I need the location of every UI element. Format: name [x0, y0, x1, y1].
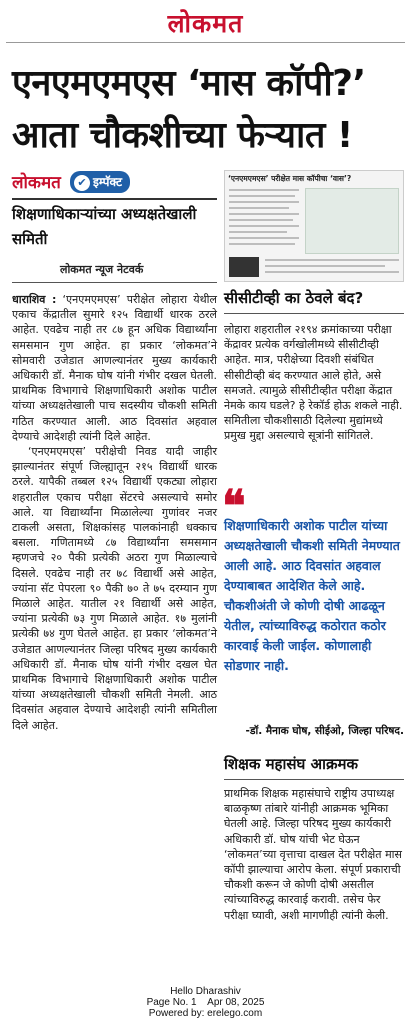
impact-badge [70, 171, 130, 193]
cctv-divider [224, 313, 404, 314]
story-subhead: शिक्षणाधिकाऱ्यांच्या अध्यक्षतेखाली समिती [12, 198, 217, 252]
clipping-number-box [229, 257, 259, 277]
footer-edition: Hello Dharashiv [170, 986, 241, 997]
quote-attribution: -डॉ. मैनाक घोष, सीईओ, जिल्हा परिषद. [245, 725, 404, 737]
clipping-text-line [229, 225, 299, 227]
pull-quote: शिक्षणाधिकारी अशोक पाटील यांच्या अध्यक्षतेखाली चौकशी समिती नेमण्यात आली आहे. आठ दिवसांत अहवाल देण्याबाबत आदेशित केले आहे. चौकशीअंती जे कोणी दोषी आढळून येतील, त्यांच्याविरुद्ध कठोरात कठोर कारवाई केली जाईल. कोणालाही सोडणार नाही. [224, 518, 400, 673]
footer-page-date: Page No. 1 Apr 08, 2025 [146, 997, 265, 1008]
quote-mark-icon: ❝ [222, 481, 246, 532]
clipping-text-line [229, 195, 295, 197]
clipping-text-line [265, 259, 399, 261]
story-paragraph-2: ‘एनएमएमएस’ परीक्षेची निवड यादी जाहीर झाल्यानंतर संपूर्ण जिल्ह्यातून २१५ विद्यार्थी धारक ठरले. यापैकी तब्बल १२५ विद्यार्थी एकट्या लोहारा शहरातील एकाच परीक्षा सेंटरचे असल्याचे समोर आले. या विद्यार्थ्यांना मिळालेल्या गुणांवर नजर टाकली असता, शिक्षकांसह पालकांनाही धक्काच बसला. गणितामध्ये ८७ विद्यार्थ्यांना समसमान म्हणजचे २० पैकी प्रत्येकी अठरा गुण मिळाल्याचे दिसले. एवढेच नाही तर ७८ विद्यार्थी असे आहेत, ज्यांना सॅट पेपरला ९० पैकी ७० ते ७५ दरम्यान गुण मिळाले आहेत. यातील २१ विद्यार्थी असे आहेत, ज्यांना प्रत्येकी ७३ गुण मिळाले आहेत. १७ मुलांनी प्रत्येकी ७४ गुण घेतले आहेत. हा प्रकार ‘लोकमत’ने उजेडात आणल्यानंतर जिल्हा परिषद मुख्य कार्यकारी अधिकारी डॉ. मैनाक घोष यांनी गंभीर दखल घेत प्राथमिक विभागाचे शिक्षणाधिकारी अशोक पाटील यांच्या अध्यक्षतेखाली चौकशी समिती नेमली. आठ दिवसांत अहवाल देण्याचे आदेशही त्यांनी समितीला दिले आहेत. [12, 445, 217, 732]
masthead-divider [6, 42, 405, 43]
story-paragraph-1-text: ‘एनएमएमएस’ परीक्षेत लोहारा येथील एकाच केंद्रातील सुमारे १२५ विद्यार्थी धारक ठरले आहेत. एवढेच नाही तर ८७ हून अधिक विद्यार्थ्यांना समसमान गुण आहेत. हा प्रकार ‘लोकमत’ने सोमवारी उजेडात आणल्यानंतर मुख्य कार्यकारी अधिकारी डॉ. मैनाक घोष यांनी गंभीर दखल घेतली. प्राथमिक विभागाचे शिक्षणाधिकारी अशोक पाटील यांच्या अध्यक्षतेखाली पाच सदस्यीय चौकशी समिती गठित करण्यात आली. आठ दिवसांत अहवाल देण्याचे आदेशही त्यांनी दिले आहेत. [12, 293, 217, 443]
union-heading: शिक्षक महासंघ आक्रमक [224, 755, 358, 773]
clipping-chart-image [305, 188, 399, 254]
clipping-text-line [229, 237, 299, 239]
check-icon: ✔ [74, 175, 90, 191]
clipping-title: ‘एनएमएमएस’ परीक्षेत मास कॉपीचा ‘वास’? [228, 174, 352, 183]
impact-brand: लोकमत [12, 173, 61, 193]
headline-line-2: आता चौकशीच्या फेऱ्यात ! [12, 115, 353, 156]
footer-powered-by: Powered by: erelego.com [148, 1008, 263, 1019]
union-divider [224, 779, 404, 780]
cctv-body: लोहारा शहरातील २१९४ क्रमांकाच्या परीक्षा केंद्रावर प्रत्येक वर्गखोलीमध्ये सीसीटीव्ही आहेत. मात्र, परीक्षेच्या दिवशी संबंधित सीसीटीव्ही बंद करण्यात आले होते, असे समजते. त्यामुळे सीसीटीव्हीत परीक्षा केंद्रात नेमके काय घडले? हे रेकॉर्ड होऊ शकले नाही. समितीला चौकशीसाठी दिलेल्या मुद्यांमध्ये प्रमुख मुद्दा असल्याचे सूत्रांनी सांगितले. [224, 323, 403, 443]
clipping-text-line [229, 207, 289, 209]
impact-tag [12, 170, 217, 192]
dateline: धाराशिव : [12, 293, 57, 306]
impact-badge-label: इम्पॅक्ट [92, 174, 123, 189]
clipping-text-line [229, 189, 299, 191]
clipping-text-line [265, 271, 399, 273]
byline-divider [12, 282, 217, 283]
page-footer [0, 986, 411, 1019]
union-body: प्राथमिक शिक्षक महासंघाचे राष्ट्रीय उपाध्यक्ष बाळकृष्ण तांबारे यांनीही आक्रमक भूमिका घेतली आहे. जिल्हा परिषद मुख्य कार्यकारी अधिकारी डॉ. घोष यांची भेट घेऊन ‘लोकमत’च्या वृत्ताचा दाखल देत परीक्षेत मास कॉपी झाल्याचा आरोप केला. संपूर्ण प्रकाराची चौकशी करून जे कोणी दोषी असतील त्यांच्याविरुद्ध कारवाई करावी. तसेच फेर परीक्षा घ्यावी, अशी मागणीही त्यांनी केली. [224, 787, 402, 922]
cctv-heading: सीसीटीव्ही का ठेवले बंद? [224, 289, 364, 307]
clipping-text-line [229, 213, 299, 215]
previous-report-clipping [224, 170, 404, 282]
page-headline [12, 58, 404, 162]
masthead [0, 0, 411, 46]
byline: लोकमत न्यूज नेटवर्क [60, 263, 144, 276]
lokmat-logo: लोकमत [167, 9, 244, 38]
clipping-text-line [229, 243, 295, 245]
clipping-text-line [229, 201, 299, 203]
clipping-text-line [229, 219, 293, 221]
clipping-text-line [265, 265, 385, 267]
clipping-text-line [229, 231, 287, 233]
story-body [12, 292, 217, 733]
headline-line-1: एनएमएमएस ‘मास कॉपी?’ [12, 63, 366, 104]
story-paragraph-1 [12, 292, 217, 444]
